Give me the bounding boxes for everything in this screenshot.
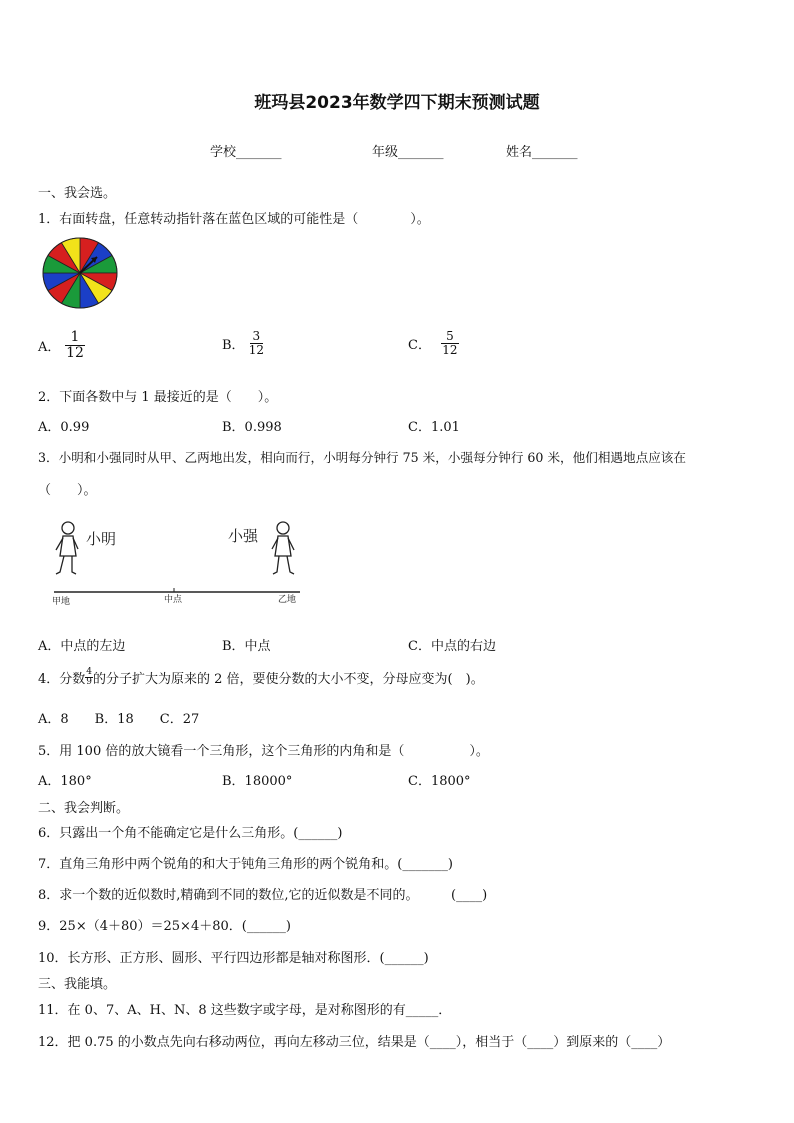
- meeting-diagram: [50, 516, 306, 610]
- fraction-denominator: 12: [66, 345, 84, 361]
- label-jia: 甲地: [52, 597, 71, 607]
- q1-option-c[interactable]: [408, 330, 459, 357]
- question-10: 10．长方形、正方形、圆形、平行四边形都是轴对称图形．(______): [38, 951, 429, 966]
- q1-option-a[interactable]: [38, 330, 85, 361]
- question-9: 9．25×（4＋80）＝25×4＋80．(______): [38, 919, 291, 934]
- fraction: [441, 330, 459, 357]
- question-4: [38, 668, 484, 687]
- fraction: [85, 668, 93, 687]
- question-8: 8．求一个数的近似数时,精确到不同的数位,它的近似数是不同的。 (____): [38, 888, 488, 903]
- fraction-numerator: 4: [86, 667, 93, 677]
- fraction-denominator: 9: [86, 677, 93, 687]
- question-6: 6．只露出一个角不能确定它是什么三角形。(______): [38, 826, 343, 841]
- question-3: 3．小明和小强同时从甲、乙两地出发，相向而行，小明每分钟行 75 米，小强每分钟行 60 米，他们相遇地点应该在: [38, 450, 686, 465]
- exam-title: 班玛县2023年数学四下期末预测试题: [254, 93, 540, 113]
- option-label: C．: [408, 338, 431, 353]
- option-label: A．: [38, 340, 61, 355]
- fraction-numerator: 5: [441, 330, 459, 344]
- fraction-numerator: 3: [250, 330, 264, 344]
- spinner-wheel: [41, 236, 119, 310]
- person-xiaoqiang-icon: [272, 522, 294, 574]
- fraction: [249, 330, 264, 357]
- q3-option-b[interactable]: B．中点: [222, 639, 271, 654]
- section-3-heading: 三、我能填。: [38, 977, 117, 992]
- q2-option-b[interactable]: B．0.998: [222, 420, 282, 435]
- section-1-heading: 一、我会选。: [38, 186, 117, 201]
- q3-option-a[interactable]: A．中点的左边: [38, 639, 126, 654]
- grade-field[interactable]: 年级_______: [372, 145, 444, 160]
- question-7: 7．直角三角形中两个锐角的和大于钝角三角形的两个锐角和。(_______): [38, 857, 453, 872]
- option-label: B．: [222, 338, 245, 353]
- question-5: 5．用 100 倍的放大镜看一个三角形，这个三角形的内角和是（ ）。: [38, 744, 489, 759]
- q2-option-c[interactable]: C．1.01: [408, 420, 460, 435]
- q5-option-c[interactable]: C．1800°: [408, 774, 471, 789]
- q4-prefix: 4．分数: [38, 672, 86, 687]
- q5-option-b[interactable]: B．18000°: [222, 774, 293, 789]
- question-1: 1．右面转盘，任意转动指针落在蓝色区域的可能性是（ ）。: [38, 212, 430, 227]
- q1-option-b[interactable]: [222, 330, 264, 357]
- q3-option-c[interactable]: C．中点的右边: [408, 639, 496, 654]
- label-xiaoqiang: 小强: [228, 527, 259, 545]
- section-2-heading: 二、我会判断。: [38, 801, 130, 816]
- q2-option-a[interactable]: A．0.99: [38, 420, 90, 435]
- name-field[interactable]: 姓名_______: [506, 145, 578, 160]
- q4-options[interactable]: A．8 B．18 C．27: [38, 712, 200, 727]
- question-11: 11．在 0、7、A、H、N、8 这些数字或字母，是对称图形的有_____．: [38, 1003, 452, 1018]
- person-xiaoming-icon: [56, 522, 78, 574]
- question-2: 2．下面各数中与 1 最接近的是（ ）。: [38, 390, 278, 405]
- q5-option-a[interactable]: A．180°: [38, 774, 92, 789]
- fraction-numerator: 1: [65, 330, 86, 346]
- school-field[interactable]: 学校_______: [210, 145, 282, 160]
- question-12: 12．把 0.75 的小数点先向右移动两位，再向左移动三位，结果是（____），相当于（____）到原来的（____）: [38, 1035, 671, 1050]
- label-midpoint: 中点: [164, 595, 183, 605]
- question-3-blank: （ ）。: [38, 483, 97, 498]
- label-yi: 乙地: [278, 595, 297, 605]
- label-xiaoming: 小明: [86, 530, 117, 548]
- q4-suffix: 的分子扩大为原来的 2 倍，要使分数的大小不变，分母应变为( )。: [93, 672, 484, 687]
- fraction: [65, 330, 86, 361]
- fraction-denominator: 12: [442, 343, 458, 357]
- fraction-denominator: 12: [248, 343, 264, 357]
